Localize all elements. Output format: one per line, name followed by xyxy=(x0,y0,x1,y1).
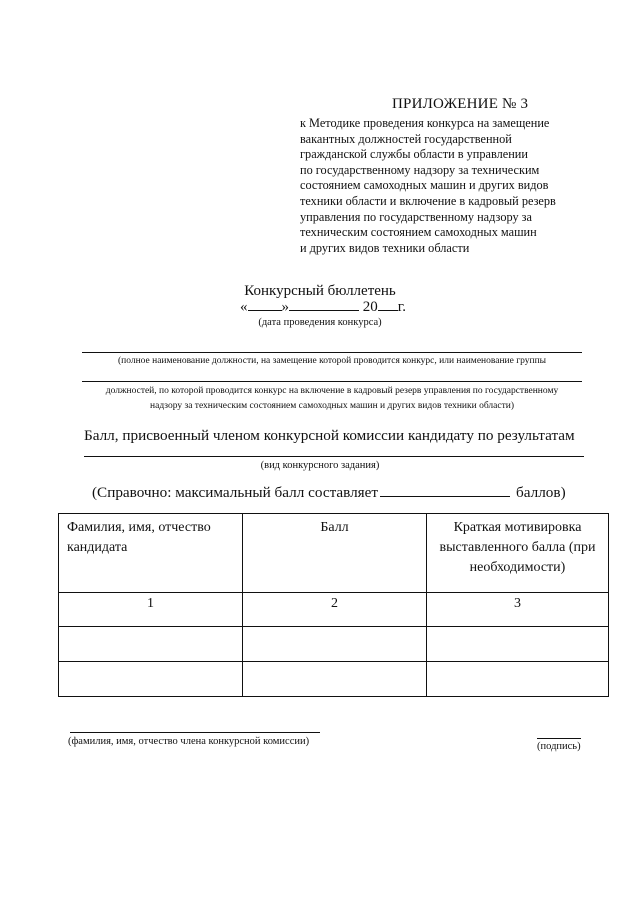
appendix-subtitle-line: гражданской службы области в управлении xyxy=(300,147,528,162)
header-candidate-name: Фамилия, имя, отчество кандидата xyxy=(59,514,243,593)
table-row xyxy=(59,662,609,697)
score-table xyxy=(58,513,609,697)
appendix-subtitle-line: вакантных должностей государственной xyxy=(300,131,512,146)
column-number: 3 xyxy=(427,593,609,627)
table-row xyxy=(59,627,609,662)
table-header-row xyxy=(59,514,609,593)
column-number: 1 xyxy=(59,593,243,627)
appendix-title: ПРИЛОЖЕНИЕ № 3 xyxy=(392,96,529,112)
position-caption-2: должностей, по которой проводится конкурс на включение в кадровый резерв управления по государственному xyxy=(105,386,559,396)
date-close-quote: » xyxy=(281,299,289,315)
signature-caption: (подпись) xyxy=(537,741,581,752)
member-name-caption: (фамилия, имя, отчество члена конкурсной комиссии) xyxy=(68,736,310,747)
date-row xyxy=(240,298,406,316)
score-cell[interactable] xyxy=(243,627,427,662)
ballot-title: Конкурсный бюллетень xyxy=(244,283,396,299)
column-number: 2 xyxy=(243,593,427,627)
score-heading: Балл, присвоенный членом конкурсной комиссии кандидату по результатам xyxy=(84,427,575,444)
appendix-subtitle xyxy=(300,116,600,256)
year-blank[interactable] xyxy=(378,298,398,311)
date-open-quote: « xyxy=(240,299,248,315)
task-line[interactable] xyxy=(84,456,584,457)
motivation-cell[interactable] xyxy=(427,627,609,662)
header-score: Балл xyxy=(243,514,427,593)
header-motivation: Краткая мотивировка выставленного балла (при необходимости) xyxy=(427,514,609,593)
appendix-subtitle-line: техническим состоянием самоходных машин xyxy=(300,225,537,240)
position-caption-3: надзору за техническим состоянием самоходных машин и других видов техники области) xyxy=(150,401,514,411)
max-score-blank[interactable] xyxy=(380,484,510,497)
candidate-name-cell[interactable] xyxy=(59,627,243,662)
year-suffix: г. xyxy=(397,299,406,315)
column-number-row xyxy=(59,593,609,627)
appendix-subtitle-line: по государственному надзору за техническим xyxy=(300,162,540,177)
group-line[interactable] xyxy=(82,381,582,382)
appendix-subtitle-line: состоянием самоходных машин и других видов xyxy=(300,178,549,193)
task-caption: (вид конкурсного задания) xyxy=(260,460,380,471)
appendix-subtitle-line: управления по государственному надзору за xyxy=(300,209,533,224)
position-caption-1: (полное наименование должности, на замещение которой проводится конкурс, или наименование группы xyxy=(117,356,547,366)
reference-note xyxy=(92,484,566,502)
candidate-name-cell[interactable] xyxy=(59,662,243,697)
appendix-subtitle-line: к Методике проведения конкурса на замещение xyxy=(300,116,550,130)
reference-suffix: баллов) xyxy=(516,484,566,501)
appendix-subtitle-line: и других видов техники области xyxy=(300,240,470,255)
reference-prefix: (Справочно: максимальный балл составляет xyxy=(92,484,379,501)
signature-line[interactable] xyxy=(537,738,581,739)
motivation-cell[interactable] xyxy=(427,662,609,697)
position-line[interactable] xyxy=(82,352,582,353)
date-caption: (дата проведения конкурса) xyxy=(258,317,382,328)
month-blank[interactable] xyxy=(289,298,359,311)
day-blank[interactable] xyxy=(248,298,282,311)
year-prefix: 20 xyxy=(362,299,378,315)
score-cell[interactable] xyxy=(243,662,427,697)
member-name-line[interactable] xyxy=(70,732,320,733)
appendix-subtitle-line: техники области и включение в кадровый резерв xyxy=(300,193,556,208)
